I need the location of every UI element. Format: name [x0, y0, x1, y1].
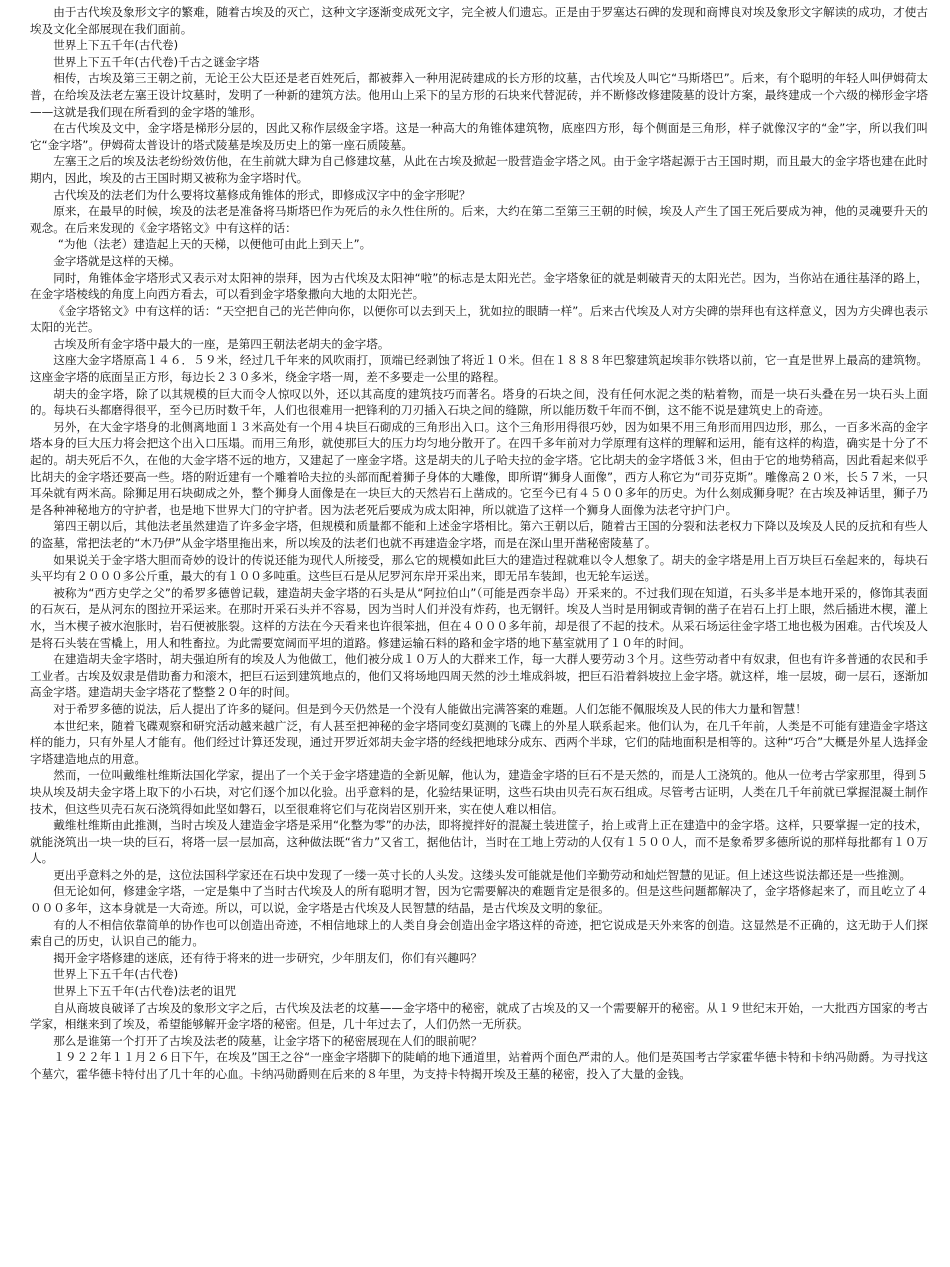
- body-paragraph: 戴维杜维斯由此推测，当时古埃及人建造金字塔是采用“化整为零”的办法，即将搅拌好的混凝土装进筐子，抬上或背上正在建造中的金字塔。这样，只要掌握一定的技术，就能浇筑出一块一块的巨石，将塔一层一层加高，这种做法既“省力”又省工，据他估计，当时在工地上劳动的人仅有１５００人，而不是象希罗多德所说的那样每批都有１０万人。: [30, 818, 928, 866]
- section-heading: 揭开金字塔修建的迷底，还有待于将来的进一步研究，少年朋友们，你们有兴趣吗？: [53, 950, 483, 965]
- body-paragraph: 胡夫的金字塔，除了以其规模的巨大而令人惊叹以外，还以其高度的建筑技巧而著名。塔身的石块之间，没有任何水泥之类的粘着物，而是一块石头叠在另一块石头上面的。每块石头都磨得很平，至今已历时数千年，人们也很难用一把锋利的刀刃插入石块之间的缝隙，所以能历数千年而不倒，这不能不说是建筑史上的奇迹。: [30, 386, 928, 418]
- section-heading: 世界上下五千年(古代卷)千古之谜金字塔: [53, 54, 260, 69]
- body-paragraph: 《金字塔铭文》中有这样的话：“天空把自己的光芒伸向你，以便你可以去到天上，犹如拉的眼睛一样”。后来古代埃及人对方尖碑的崇拜也有这样意义，因为方尖碑也表示太阳的光芒。: [30, 303, 928, 335]
- section-heading: 古代埃及的法老们为什么要将坟墓修成角锥体的形式，即修成汉字中的金字形呢？: [53, 187, 471, 202]
- body-paragraph: 更出乎意料之外的是，这位法国科学家还在石块中发现了一缕一英寸长的人头发。这缕头发可能就是他们辛勤劳动和灿烂智慧的见证。但上述这些说法都还是一些推测。: [53, 867, 912, 882]
- quote-paragraph: “为他（法老）建造起上天的天梯，以便他可由此上到天上”。: [57, 237, 372, 252]
- section-heading: 世界上下五千年(古代卷)法老的诅咒: [53, 984, 237, 999]
- body-paragraph: 自从商坡良破译了古埃及的象形文字之后，古代埃及法老的坟墓——金字塔中的秘密，就成了古埃及的又一个需要解开的秘密。从１９世纪末开始，一大批西方国家的考古学家，相继来到了埃及，希望能够解开金字塔的秘密。但是，几十年过去了，人们仍然一无所获。: [30, 1000, 928, 1032]
- section-heading: 古埃及所有金字塔中最大的一座，是第四王朝法老胡夫的金字塔。: [53, 336, 390, 351]
- body-paragraph: 在古代埃及文中，金字塔是梯形分层的，因此又称作层级金字塔。这是一种高大的角锥体建筑物，底座四方形，每个侧面是三角形，样子就像汉字的“金”字，所以我们叫它“金字塔”。伊姆荷太普设计的塔式陵墓是埃及历史上的第一座石质陵墓。: [30, 121, 928, 152]
- body-paragraph: 被称为“西方史学之父”的希罗多德曾记载，建造胡夫金字塔的石头是从“阿拉伯山”（可能是西奈半岛）开采来的。不过我们现在知道，石头多半是本地开采的，修饰其表面的石灰石，是从河东的图拉开采运来。在那时开采石头并不容易，因为当时人们并没有炸药，也无钢钎。埃及人当时是用铜或青铜的凿子在岩石上打上眼，然后插进木楔，灌上水，当木楔子被水泡胀时，岩石便被胀裂。这样的方法在今天看来也许很笨拙，但在４０００多年前，却是很了不起的技术。从采石场运往金字塔工地也极为困难。古代埃及人是将石头装在雪橇上，用人和牲畜拉。为此需要宽阔而平坦的道路。修建运输石料的路和金字塔的地下墓室就用了１０年的时间。: [30, 585, 928, 650]
- body-paragraph: 有的人不相信依靠简单的协作也可以创造出奇迹，不相信地球上的人类自身会创造出金字塔这样的奇迹，把它说成是天外来客的创造。这显然是不正确的，这无助于人们探索自己的历史，认识自己的能力。: [30, 917, 928, 949]
- body-paragraph: 本世纪来，随着飞碟观察和研究活动越来越广泛，有人甚至把神秘的金字塔同变幻莫测的飞碟上的外星人联系起来。他们认为，在几千年前，人类是不可能有建造金字塔这样的能力，只有外星人才能有。他们经过计算还发现，通过开罗近郊胡夫金字塔的经线把地球分成东、西两个半球，它们的陆地面积是相等的。这种“巧合”大概是外星人选择金字塔建造地点的用意。: [30, 718, 928, 766]
- section-heading: 金字塔就是这样的天梯。: [53, 253, 181, 268]
- body-paragraph: 第四王朝以后，其他法老虽然建造了许多金字塔，但规模和质量都不能和上述金字塔相比。第六王朝以后，随着古王国的分裂和法老权力下降以及埃及人民的反抗和有些人的盗墓，常把法老的“木乃伊”从金字塔里拖出来，所以埃及的法老们也就不再建造金字塔，而是在深山里开凿秘密陵墓了。: [30, 519, 928, 550]
- body-paragraph: 原来，在最早的时候，埃及的法老是准备将马斯塔巴作为死后的永久性住所的。后来，大约在第二至第三王朝的时候，埃及人产生了国王死后要成为神，他的灵魂要升天的观念。在后来发现的《金字塔铭文》中有这样的话：: [30, 204, 928, 235]
- body-paragraph: １９２２年１１月２６日下午，在埃及”国王之谷“一座金字塔脚下的陡峭的地下通道里，站着两个面色严肃的人。他们是英国考古学家霍华德卡特和卡纳冯勋爵。为寻找这个墓穴，霍华德卡特付出了几十年的心血。卡纳冯勋爵则在后来的８年里，为支持卡特揭开埃及王墓的秘密，投入了大量的金钱。: [30, 1050, 928, 1081]
- body-paragraph: 同时，角锥体金字塔形式又表示对太阳神的崇拜，因为古代埃及太阳神“啦”的标志是太阳光芒。金字塔象征的就是刺破青天的太阳光芒。因为，当你站在通往基泽的路上，在金字塔棱线的角度上向西方看去，可以看到金字塔象撒向大地的太阳光芒。: [30, 270, 928, 302]
- body-paragraph: 左塞王之后的埃及法老纷纷效仿他，在生前就大肆为自己修建坟墓，从此在古埃及掀起一股营造金字塔之风。由于金字塔起源于古王国时期，而且最大的金字塔也建在此时期内，因此，埃及的古王国时期又被称为金字塔时代。: [30, 154, 928, 185]
- body-paragraph: 但无论如何，修建金字塔，一定是集中了当时古代埃及人的所有聪明才智，因为它需要解决的难题肯定是很多的。但是这些问题都解决了，金字塔修起来了，而且屹立了４０００多年，这本身就是一大奇迹。所以，可以说，金字塔是古代埃及人民智慧的结晶，是古代埃及文明的象征。: [30, 884, 928, 916]
- body-paragraph: 相传，古埃及第三王朝之前，无论王公大臣还是老百姓死后，都被葬入一种用泥砖建成的长方形的坟墓，古代埃及人叫它“马斯塔巴”。后来，有个聪明的年轻人叫伊姆荷太普，在给埃及法老左塞王设计坟墓时，发明了一种新的建筑方法。他用山上采下的呈方形的石块来代替泥砖，并不断修改修建陵墓的设计方案，最终建成一个六级的梯形金字塔——这就是我们现在所看到的金字塔的雏形。: [30, 71, 928, 119]
- section-heading: 那么是谁第一个打开了古埃及法老的陵墓，让金字塔下的秘密展现在人们的眼前呢？: [53, 1033, 483, 1048]
- body-paragraph: 如果说关于金字塔大胆而奇妙的设计的传说还能为现代人所接受，那么它的规模如此巨大的建造过程就难以令人想象了。胡夫的金字塔是用上百万块巨石垒起来的，每块石头平均有２０００多公斤重，最大的有１００多吨重。这些巨石是从尼罗河东岸开采出来，即无吊车装卸，也无轮车运送。: [30, 552, 928, 584]
- body-paragraph: 另外，在大金字塔身的北侧离地面１３米高处有一个用４块巨石砌成的三角形出入口。这个三角形用得很巧妙，因为如果不用三角形而用四边形，那么，一百多米高的金字塔本身的巨大压力将会把这个出入口压塌。而用三角形，就使那巨大的压力均匀地分散开了。在四千多年前对力学原理有这样的理解和运用，能有这样的构造，确实是十分了不起的。胡夫死后不久，在他的大金字塔不远的地方，又建起了一座金字塔。这是胡夫的儿子哈夫拉的金字塔。它比胡夫的金字塔低３米，但由于它的地势稍高，因此看起来似乎比胡夫的金字塔还要高一些。塔的附近建有一个雕着哈夫拉的头部而配着狮子身体的大雕像，即所谓“狮身人面像”，西方人称它为“司芬克斯”。雕像高２０米，长５７米，一只耳朵就有两米高。除狮足用石块砌成之外，整个狮身人面像是在一块巨大的天然岩石上凿成的。它至今已有４５００多年的历史。为什么刻成狮身呢？在古埃及神话里，狮子乃是各种神秘地方的守护者，也是地下世界大门的守护者。因为法老死后要成为成太阳神，所以就造了这样一个狮身人面像为法老守护门户。: [30, 419, 928, 517]
- body-paragraph: 由于古代埃及象形文字的繁难，随着古埃及的灭亡，这种文字逐渐变成死文字，完全被人们遗忘。正是由于罗塞达石碑的发现和商博良对埃及象形文字解读的成功，才使古埃及文化全部展现在我们面前。: [30, 5, 928, 36]
- section-heading: 世界上下五千年(古代卷): [53, 967, 179, 982]
- section-heading: 世界上下五千年(古代卷): [53, 38, 179, 53]
- body-paragraph: 然而，一位叫戴维杜维斯法国化学家，提出了一个关于金字塔建造的全新见解，他认为，建造金字塔的巨石不是天然的，而是人工浇筑的。他从一位考古学家那里，得到５块从埃及胡夫金字塔上取下的小石块，对它们逐个加以化验。出乎意料的是，化验结果证明，这些石块由贝壳石灰石组成。尽管考古证明，人类在几千年前就已掌握混凝土制作技术，但这些贝壳石灰石浇筑得如此坚如磐石，以至很难将它们与花岗岩区别开来，实在使人难以相信。: [30, 768, 928, 816]
- body-paragraph: 对于希罗多德的说法，后人提出了许多的疑问。但是到今天仍然是一个没有人能做出完满答案的难题。人们怎能不佩服埃及人民的伟大力量和智慧！: [53, 701, 807, 716]
- body-paragraph: 这座大金字塔原高１４６．５９米，经过几千年来的风吹雨打，顶端已经剥蚀了将近１０米。但在１８８８年巴黎建筑起埃菲尔铁塔以前，它一直是世界上最高的建筑物。这座金字塔的底面呈正方形，每边长２３０多米，绕金字塔一周，差不多要走一公里的路程。: [30, 353, 928, 385]
- body-paragraph: 在建造胡夫金字塔时，胡夫强迫所有的埃及人为他做工，他们被分成１０万人的大群来工作，每一大群人要劳动３个月。这些劳动者中有奴隶，但也有许多普通的农民和手工业者。古埃及奴隶是借助畜力和滚木，把巨石运到建筑地点的，他们又将场地四周天然的沙土堆成斜坡，把巨石沿着斜坡拉上金字塔。就这样，堆一层坡，砌一层石，逐渐加高金字塔。建造胡夫金字塔花了整整２０年的时间。: [30, 652, 928, 700]
